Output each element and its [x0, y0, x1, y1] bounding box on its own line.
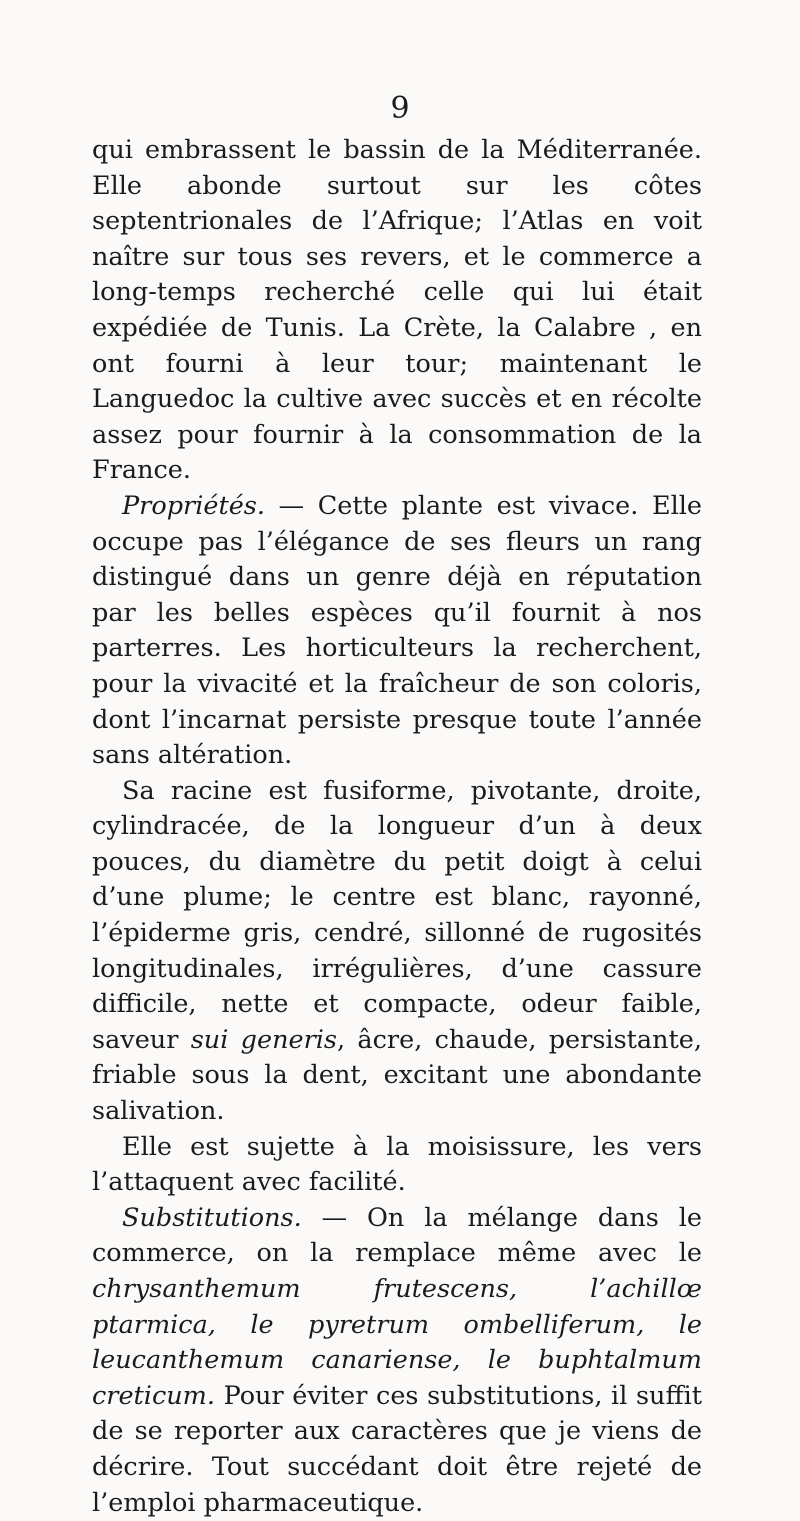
page-number: 9 — [390, 91, 410, 126]
paragraph-substitutions — [92, 1201, 702, 1521]
paragraph-text: — On la mélange dans le commerce, on la remplace même avec le — [92, 1202, 702, 1269]
paragraph-text: — Cette plante est vivace. Elle occupe pas l’élégance de ses fleurs un rang distingué dans un genre déjà en réputation par les belles espèces qu’il fournit à nos parterres. Les horticulteurs la recherchent, pour la vivacité et la fraîcheur de son coloris, dont l’incarnat persiste presque toute l’année sans altération. — [92, 490, 702, 771]
paragraph-text: Sa racine est fusiforme, pivotante, droite, cylindracée, de la longueur d’un à deux pouces, du diamètre du petit doigt à celui d’une plume; le centre est blanc, rayonné, l’épiderme gris, cendré, sillonné de rugosités longitudinales, irrégulières, d’une cassure difficile, nette et compacte, odeur faible, saveur — [92, 775, 702, 1055]
paragraph-properties — [92, 489, 702, 774]
paragraph-mold — [92, 1130, 702, 1201]
species-list: chrysanthemum frutescens, l’achillœ ptarmica, le pyretrum ombelliferum, le leucanthemum canariense, le buphtalmum creticum. — [92, 1274, 702, 1411]
text-body — [92, 133, 702, 1521]
paragraph-text: Pour éviter ces substitutions, il suffit de se reporter aux caractères que je viens de décrire. Tout succédant doit être rejeté de l’emploi pharmaceutique. — [92, 1380, 702, 1518]
paragraph-root — [92, 774, 702, 1130]
section-heading-proprietes: Propriétés. — [122, 490, 265, 521]
paragraph-text: , âcre, chaude, persistante, friable sous la dent, excitant une abondante salivation. — [92, 1024, 702, 1127]
paragraph-text: qui embrassent le bassin de la Méditerranée. Elle abonde surtout sur les côtes septentrionales de l’Afrique; l’Atlas en voit naître sur tous ses revers, et le commerce a long-temps recherché celle qui lui était expédiée de Tunis. La Crète, la Calabre , en ont fourni à leur tour; maintenant le Languedoc la cultive avec succès et en récolte assez pour fournir à la consommation de la France. — [92, 135, 702, 486]
paragraph-text: Elle est sujette à la moisissure, les vers l’attaquent avec facilité. — [92, 1131, 702, 1198]
section-heading-substitutions: Substitutions. — [122, 1202, 302, 1233]
italic-term: sui generis — [190, 1024, 338, 1055]
paragraph-origin — [92, 133, 702, 489]
